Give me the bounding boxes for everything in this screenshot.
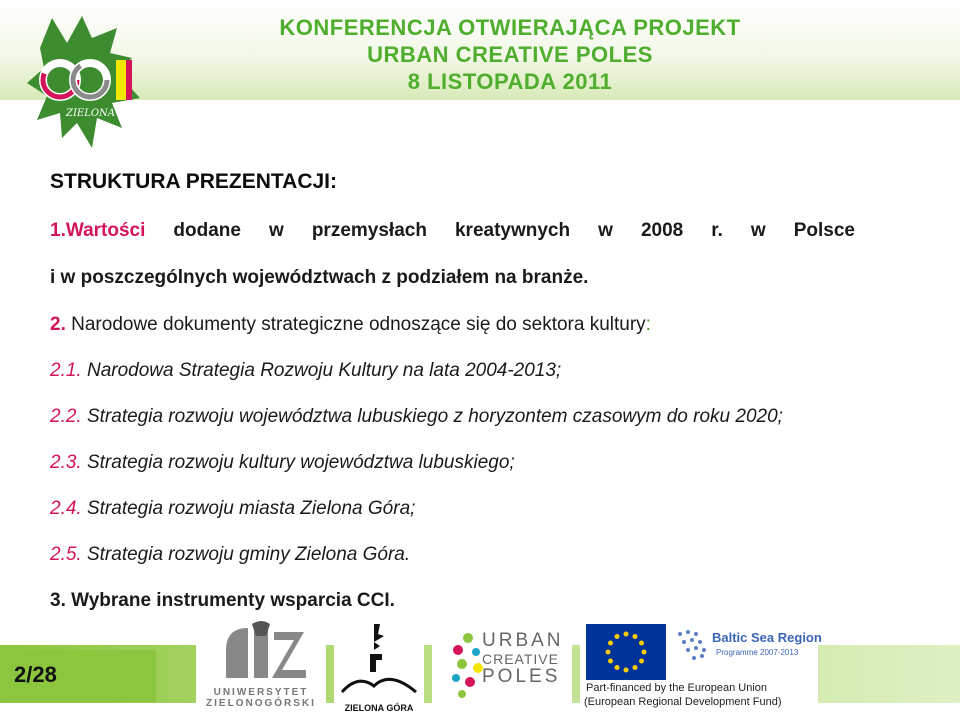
page-number: 2/28 xyxy=(14,662,57,687)
sub-item-text: Strategia rozwoju kultury województwa lubuskiego; xyxy=(86,452,515,473)
item-2-text: Narodowe dokumenty strategiczne odnoszące się do sektora kultury xyxy=(71,314,646,335)
sub-item-number: 2.1. xyxy=(50,360,82,381)
cci-logo xyxy=(22,8,172,153)
sub-item-number: 2.4. xyxy=(50,498,82,519)
conference-title xyxy=(250,14,770,95)
item-1-word: 1.Wartości xyxy=(50,220,146,241)
zielona-gora-logo xyxy=(334,620,424,712)
title-line-2: URBAN CREATIVE POLES xyxy=(367,42,653,67)
item-1-word: kreatywnych xyxy=(454,220,571,241)
ucp-line-3: POLES xyxy=(482,666,561,687)
sub-item-text: Strategia rozwoju województwa lubuskiego z horyzontem czasowym do roku 2020; xyxy=(86,406,783,427)
item-1-word: w xyxy=(750,220,766,241)
title-line-3: 8 LISTOPADA 2011 xyxy=(407,69,613,94)
sub-item-2-2 xyxy=(50,406,783,428)
baltic-swirl-icon xyxy=(672,626,712,666)
item-3: 3. Wybrane instrumenty wsparcia CCI. xyxy=(50,590,395,611)
item-1-word: dodane xyxy=(173,220,241,241)
item-1-line-2: i w poszczególnych województwach z podziałem na branże. xyxy=(50,267,589,288)
eu-baltic-logo xyxy=(580,620,822,712)
item-1-word: 2008 xyxy=(640,220,684,241)
item-1-word: w xyxy=(598,220,613,241)
sub-item-number: 2.5. xyxy=(50,544,82,565)
title-line-1: KONFERENCJA OTWIERAJĄCA PROJEKT xyxy=(279,15,741,40)
item-1-word: Polsce xyxy=(793,220,855,241)
sub-item-text: Strategia rozwoju gminy Zielona Góra. xyxy=(86,544,411,565)
sub-item-text: Narodowa Strategia Rozwoju Kultury na lata 2004-2013; xyxy=(86,360,562,381)
uz-line-2: ZIELONOGÓRSKI xyxy=(206,698,316,709)
ucp-line-2: CREATIVE xyxy=(482,651,559,667)
ucp-line-1: URBAN xyxy=(482,630,564,651)
sub-item-number: 2.2. xyxy=(50,406,82,427)
item-2 xyxy=(50,314,651,336)
baltic-subtitle: Programme 2007-2013 xyxy=(716,648,799,657)
uz-logo xyxy=(196,620,326,712)
sub-item-text: Strategia rozwoju miasta Zielona Góra; xyxy=(86,498,416,519)
logo-text: ZIELONA GÓRA xyxy=(66,108,150,119)
uz-emblem-icon xyxy=(196,620,326,682)
eu-flag-icon xyxy=(586,624,666,680)
item-1-word: w xyxy=(269,220,284,241)
item-2-colon: : xyxy=(645,314,651,335)
eu-funding-line-2: (European Regional Development Fund) xyxy=(584,696,782,708)
uz-line-1: UNIWERSYTET xyxy=(213,687,309,698)
baltic-title: Baltic Sea Region xyxy=(712,630,822,645)
ucp-text-block xyxy=(482,632,564,686)
item-1-word: przemysłach xyxy=(311,220,427,241)
ucp-logo xyxy=(432,620,572,712)
sub-item-2-1 xyxy=(50,360,561,382)
zielona-gora-emblem-icon xyxy=(334,620,424,698)
sub-item-2-3 xyxy=(50,452,515,474)
item-1-line-1 xyxy=(50,220,855,242)
item-2-number: 2. xyxy=(50,314,66,335)
sub-item-number: 2.3. xyxy=(50,452,82,473)
sub-item-2-4 xyxy=(50,498,415,520)
slide-heading: STRUKTURA PREZENTACJI: xyxy=(50,170,337,193)
zielona-gora-label: ZIELONA GÓRA xyxy=(344,703,414,713)
item-1-word: r. xyxy=(711,220,723,241)
sub-item-2-5 xyxy=(50,544,410,566)
eu-funding-line-1: Part-financed by the European Union xyxy=(586,682,768,694)
